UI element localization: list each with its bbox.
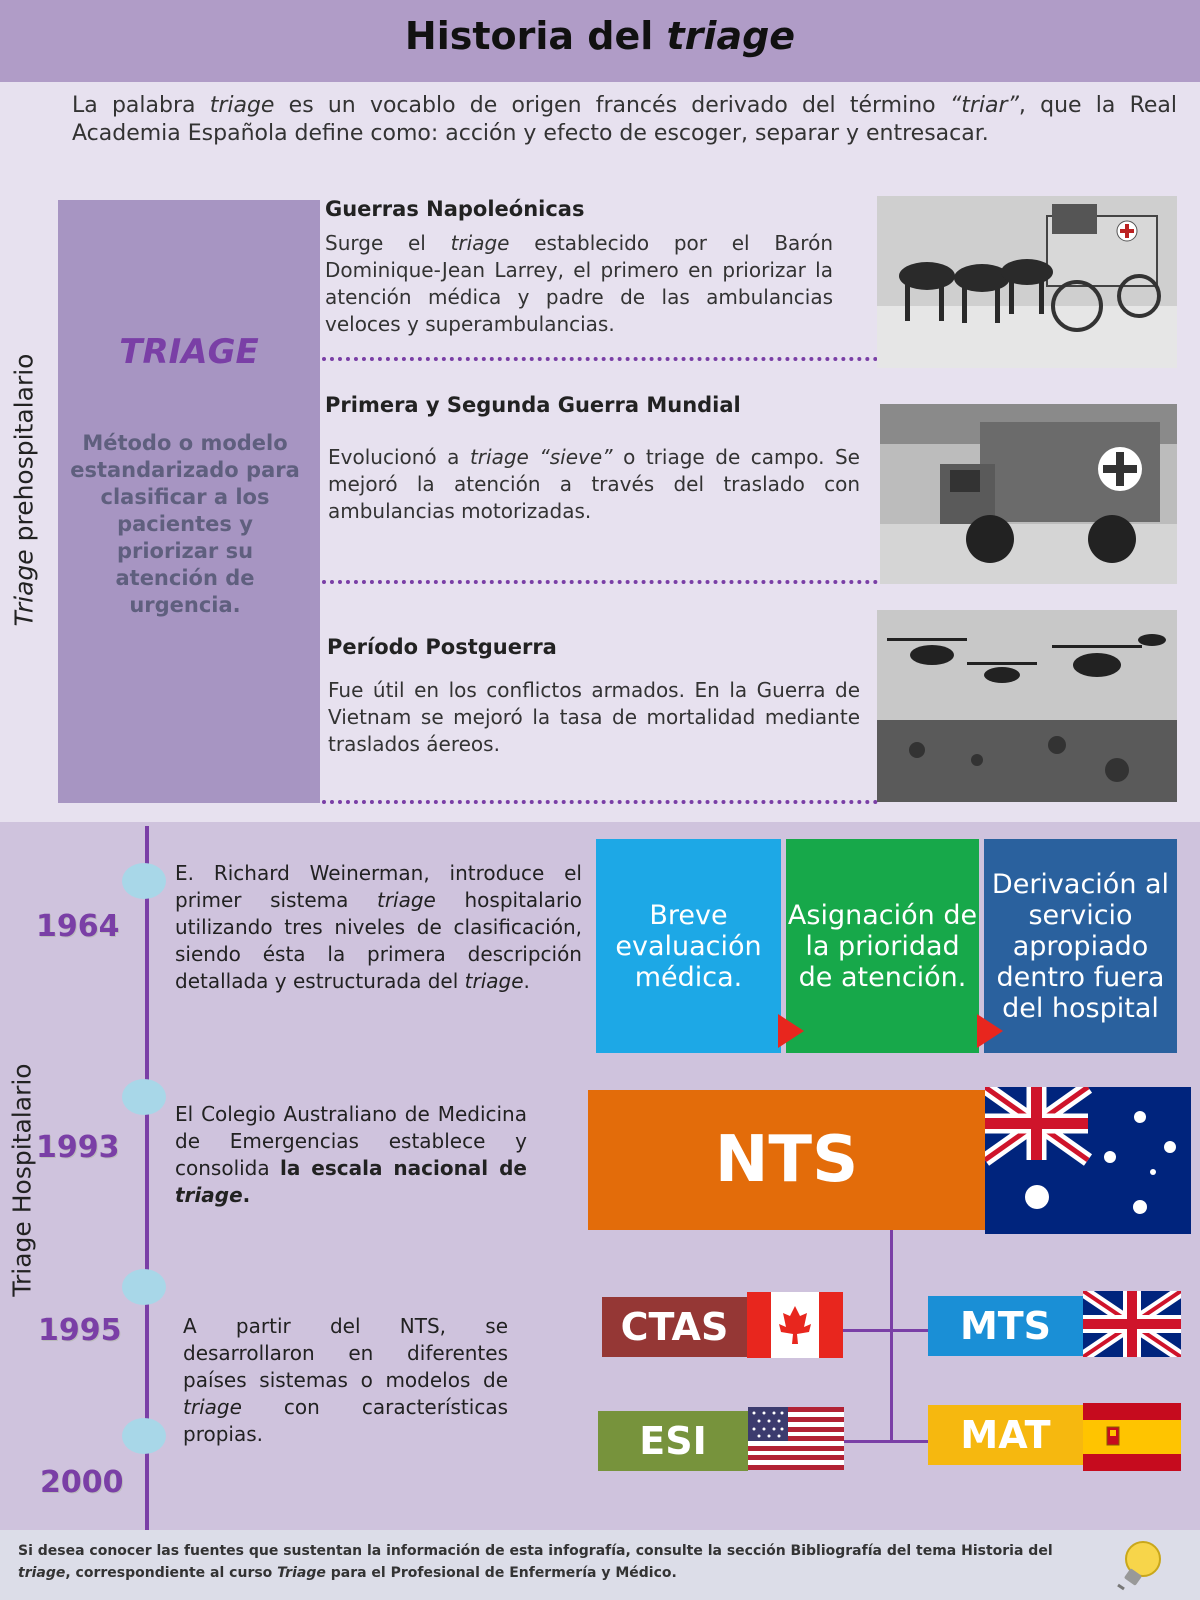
divider: [322, 800, 878, 804]
military-ambulance-photo: [880, 404, 1177, 584]
year-2000: 2000: [40, 1465, 124, 1500]
era-text-world-wars: Evolucionó a triage “sieve” o triage de campo. Se mejoró la atención a través del traslado con ambulancias motorizadas.: [328, 445, 860, 523]
era-title-world-wars: Primera y Segunda Guerra Mundial: [325, 393, 741, 417]
timeline-dot: [122, 1418, 166, 1454]
footer-note: Si desea conocer las fuentes que sustentan la información de esta infografía, consulte la sección Bibliografía del tema Historia del triage, correspondiente al curso Triage para el Profesional de Enfermería y Médico.: [18, 1543, 1053, 1581]
canada-flag-icon: [747, 1292, 843, 1358]
timeline-text-1993: El Colegio Australiano de Medicina de Emergencias establece y consolida la escala nacional de triage.: [175, 1102, 527, 1207]
step-evaluation: Breve evaluación médica.: [596, 839, 781, 1053]
connector-line: [843, 1329, 930, 1332]
esi-label: ESI: [598, 1411, 748, 1471]
triage-heading: TRIAGE: [119, 332, 259, 372]
timeline-text-1995: A partir del NTS, se desarrollaron en diferentes países sistemas o modelos de triage con características propias.: [183, 1314, 508, 1446]
arrow-icon: [778, 1014, 804, 1048]
connector-line: [890, 1230, 893, 1442]
era-text-postwar: Fue útil en los conflictos armados. En la Guerra de Vietnam se mejoró la tasa de mortalidad mediante traslados áereos.: [328, 678, 860, 756]
step-referral: Derivación al servicio apropiado dentro fuera del hospital: [984, 839, 1177, 1053]
divider: [322, 580, 878, 584]
era-text-napoleonic: Surge el triage establecido por el Barón Dominique-Jean Larrey, el primero en priorizar la atención médica y padre de las ambulancias veloces y superambulancias.: [325, 231, 833, 336]
year-1993: 1993: [36, 1130, 120, 1165]
triage-definition: Método o modelo estandarizado para clasificar a los pacientes y priorizar su atención de urgencia.: [70, 431, 300, 617]
timeline-dot: [122, 863, 166, 899]
connector-line: [843, 1440, 930, 1443]
uk-flag-icon: [1083, 1291, 1181, 1357]
arrow-icon: [977, 1014, 1003, 1048]
year-1995: 1995: [38, 1313, 122, 1348]
ctas-label: CTAS: [602, 1297, 747, 1357]
mts-label: MTS: [928, 1296, 1083, 1356]
era-title-postwar: Período Postguerra: [327, 635, 557, 659]
spain-flag-icon: [1083, 1403, 1181, 1471]
era-title-napoleonic: Guerras Napoleónicas: [325, 197, 585, 221]
divider: [322, 357, 878, 361]
timeline-dot: [122, 1269, 166, 1305]
mat-label: MAT: [928, 1405, 1083, 1465]
hospital-section-label: Triage Hospitalario: [7, 1063, 37, 1297]
usa-flag-icon: [748, 1407, 844, 1470]
nts-box: NTS: [588, 1090, 985, 1230]
horse-ambulance-photo: [877, 196, 1177, 368]
timeline-dot: [122, 1079, 166, 1115]
helicopters-photo: [877, 610, 1177, 802]
timeline-text-1964: E. Richard Weinerman, introduce el primer sistema triage hospitalario utilizando tres niveles de clasificación, siendo ésta la primera descripción detallada y estructurada del triage.: [175, 861, 582, 993]
prehospital-section-label: Triage prehospitalario: [9, 353, 39, 627]
intro-paragraph: La palabra triage es un vocablo de origen francés derivado del término “triar”, que la Real Academia Española define como: acción y efecto de escoger, separar y entresacar.: [72, 93, 1177, 146]
step-priority: Asignación de la prioridad de atención.: [786, 839, 979, 1053]
page-title: Historia del triage: [404, 14, 796, 58]
australia-flag-icon: [985, 1087, 1191, 1234]
year-1964: 1964: [36, 909, 120, 944]
lightbulb-icon: [1110, 1537, 1170, 1595]
